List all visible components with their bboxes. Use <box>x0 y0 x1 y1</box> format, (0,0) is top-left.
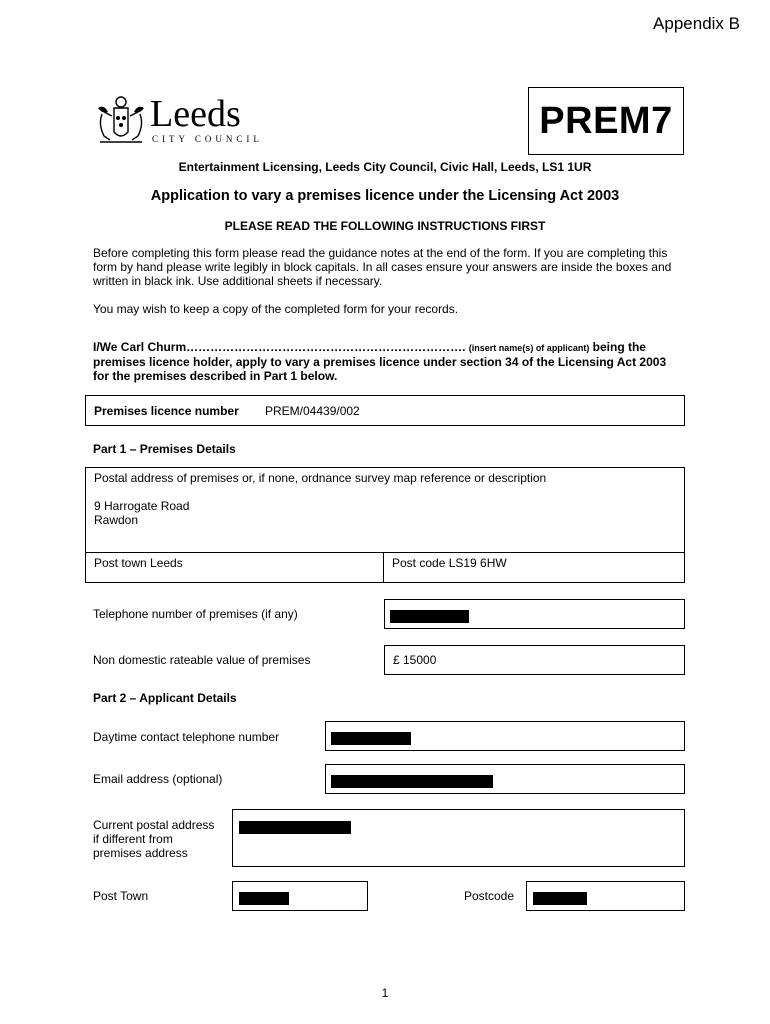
telephone-label: Telephone number of premises (if any) <box>93 607 298 621</box>
email-field[interactable] <box>325 764 685 794</box>
address-divider <box>86 552 684 553</box>
postcode-field[interactable] <box>526 881 685 911</box>
page-number: 1 <box>381 986 389 1000</box>
declaration-note: (insert name(s) of applicant) <box>468 343 590 353</box>
premises-post-town[interactable]: Post town Leeds <box>94 556 183 570</box>
redacted-postcode <box>533 892 587 905</box>
premises-address-line2[interactable]: Rawdon <box>94 513 139 527</box>
council-address: Entertainment Licensing, Leeds City Council, Civic Hall, Leeds, LS1 1UR <box>178 160 592 174</box>
appendix-label: Appendix B <box>653 14 740 33</box>
redacted-postal-address <box>239 821 351 834</box>
records-note: You may wish to keep a copy of the completed form for your records. <box>93 302 459 316</box>
postal-address-label-line3: premises address <box>93 846 188 860</box>
post-town-label: Post Town <box>93 889 149 903</box>
premises-address-box <box>85 467 685 583</box>
postcode-label: Postcode <box>464 889 515 903</box>
intro-paragraph: Before completing this form please read the guidance notes at the end of the form. If you are completing this form by hand please write legibly in block capitals. In all cases ensure your answers are inside the boxes and written in black ink. Use additional sheets if necessary. <box>93 246 672 288</box>
licence-number-label: Premises licence number <box>94 404 239 418</box>
daytime-phone-label: Daytime contact telephone number <box>93 730 280 744</box>
instructions-heading: PLEASE READ THE FOLLOWING INSTRUCTIONS FIRST <box>224 219 546 233</box>
daytime-phone-field[interactable] <box>325 721 685 751</box>
premises-post-code[interactable]: Post code LS19 6HW <box>392 556 507 570</box>
premises-telephone-field[interactable] <box>384 599 685 629</box>
part2-heading: Part 2 – Applicant Details <box>93 691 237 705</box>
licence-number-box <box>85 395 685 426</box>
post-town-field[interactable] <box>232 881 368 911</box>
coat-of-arms-icon <box>94 94 148 148</box>
declaration-end: being the premises licence holder, apply to vary a premises licence under section 34 of the Licensing Act 2003 for the premises described in Part 1 below. <box>93 340 667 383</box>
rateable-value: £ 15000 <box>393 653 437 667</box>
rateable-value-field[interactable] <box>384 645 685 675</box>
form-code-box <box>528 87 684 155</box>
logo-subtitle: CITY COUNCIL <box>152 134 263 144</box>
town-postcode-divider <box>383 552 384 583</box>
postal-address-label-line1: Current postal address <box>93 818 215 832</box>
postal-address-label <box>93 818 214 860</box>
postal-address-label-line2: if different from <box>93 832 173 846</box>
declaration <box>93 340 683 383</box>
redacted-post-town <box>239 892 289 905</box>
redacted-daytime-phone <box>331 732 411 745</box>
declaration-start: I/We Carl Churm……………………………………………………………. <box>93 340 469 354</box>
rateable-value-label: Non domestic rateable value of premises <box>93 653 311 667</box>
redacted-email <box>331 775 493 788</box>
licence-number-value[interactable]: PREM/04439/002 <box>265 404 360 418</box>
email-label: Email address (optional) <box>93 772 223 786</box>
form-code: PREM7 <box>539 99 673 142</box>
redacted-telephone <box>390 610 469 623</box>
part1-heading: Part 1 – Premises Details <box>93 442 236 456</box>
premises-address-label: Postal address of premises or, if none, ordnance survey map reference or description <box>94 471 547 485</box>
logo-wordmark: Leeds <box>150 93 241 135</box>
form-title: Application to vary a premises licence under the Licensing Act 2003 <box>150 188 620 204</box>
premises-address-line1[interactable]: 9 Harrogate Road <box>94 499 190 513</box>
postal-address-field[interactable] <box>232 809 685 867</box>
